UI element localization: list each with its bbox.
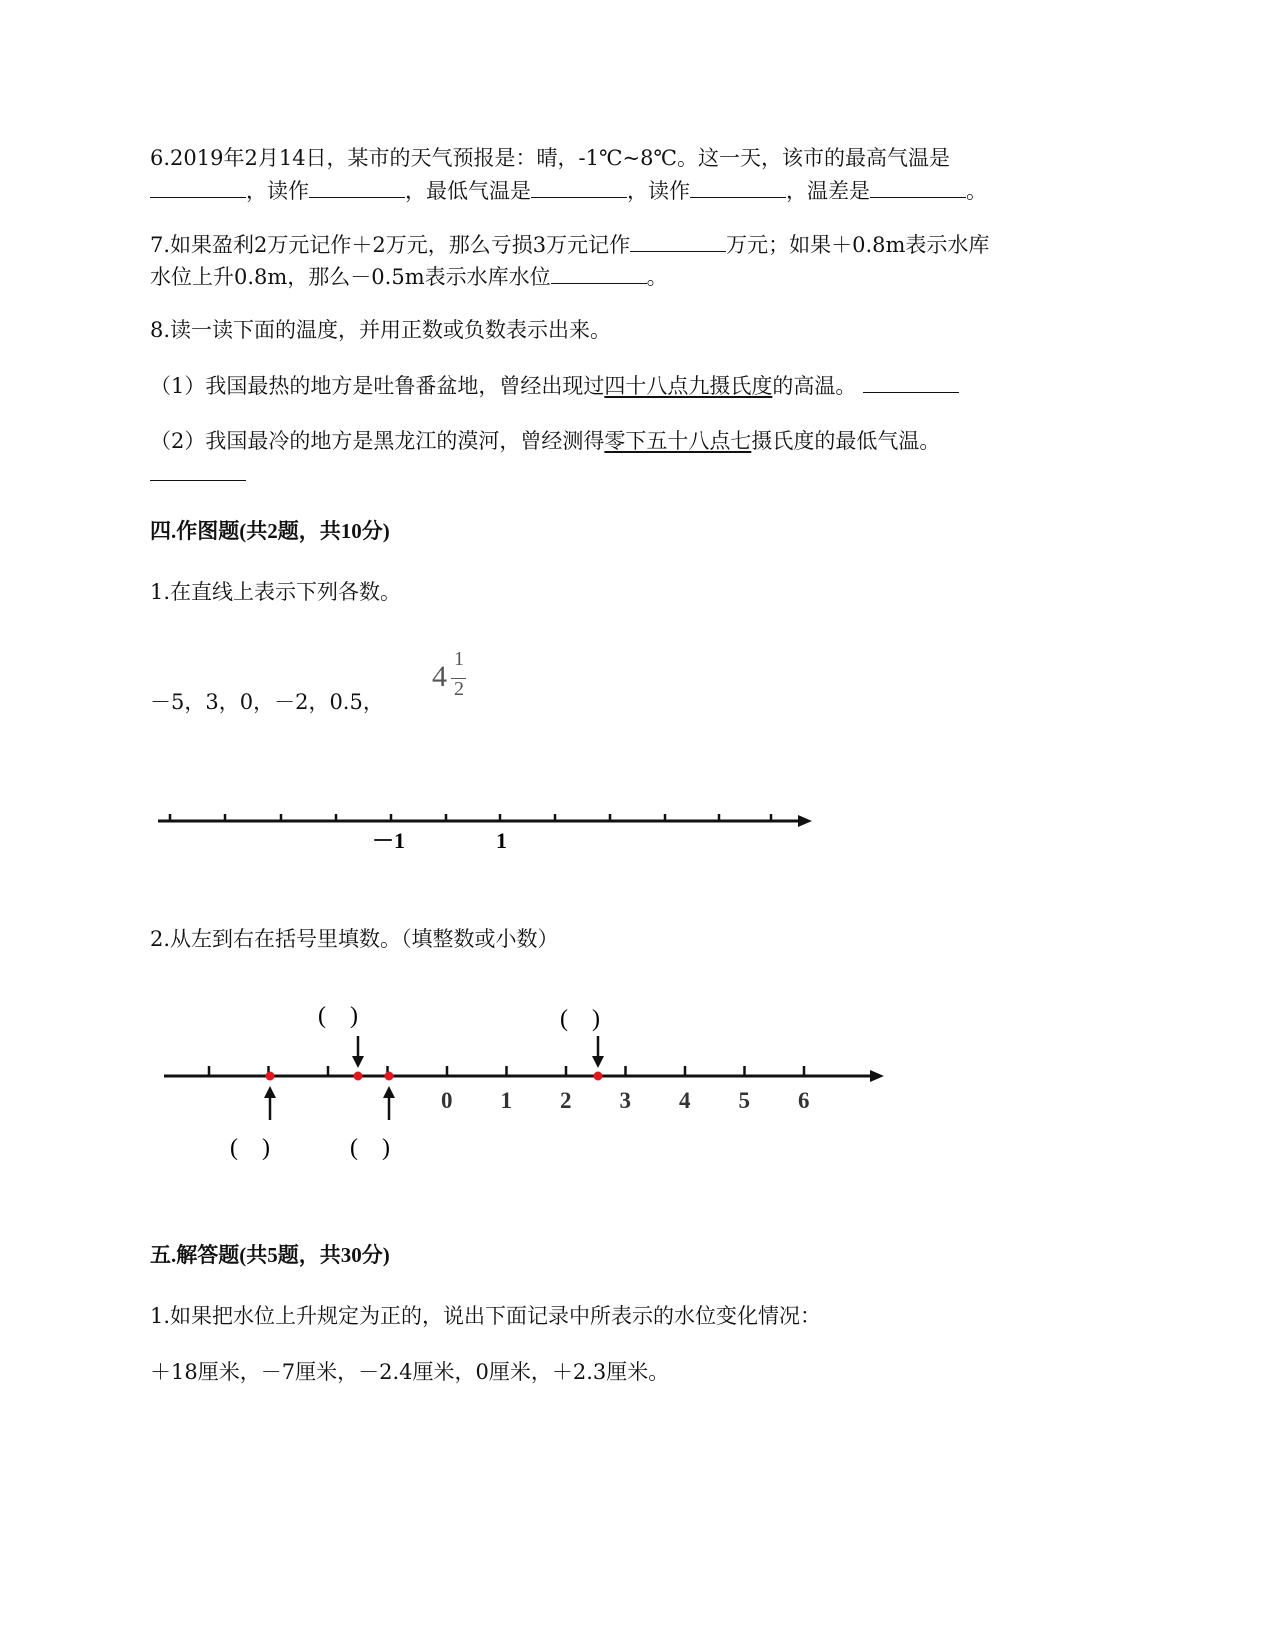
- axis-label: 5: [738, 1088, 750, 1113]
- q8-part1: （1）我国最热的地方是吐鲁番盆地，曾经出现过四十八点九摄氏度的高温。: [150, 370, 959, 401]
- arrow-down: [352, 1036, 364, 1068]
- marked-point: [354, 1072, 363, 1081]
- s4-q1-numbers: －5，3，0，－2，0.5，: [150, 690, 384, 714]
- answer-paren[interactable]: ( ): [350, 1135, 390, 1161]
- s5-q1-text: 1.如果把水位上升规定为正的，说出下面记录中所表示的水位变化情况：: [150, 1304, 822, 1328]
- axis-label: 2: [560, 1088, 572, 1113]
- q6-line2: ，读作 ，最低气温是 ，读作 ，温差是 。: [150, 175, 987, 206]
- s4-q1-text: 1.在直线上表示下列各数。: [150, 580, 402, 604]
- axis-label: 3: [619, 1088, 631, 1113]
- answer-paren[interactable]: ( ): [560, 1006, 600, 1032]
- s5-q1-records: ＋18厘米，－7厘米，－2.4厘米，0厘米，＋2.3厘米。: [150, 1360, 670, 1384]
- answer-paren[interactable]: ( ): [230, 1135, 270, 1161]
- axis-label: 1: [500, 1088, 512, 1113]
- mixed-number: 4 1 2: [432, 648, 464, 700]
- q6-line1: 6.2019年2月14日，某市的天气预报是：晴，-1℃~8℃。这一天，该市的最高气温是: [150, 146, 950, 170]
- q8-part2: （2）我国最冷的地方是黑龙江的漠河，曾经测得零下五十八点七摄氏度的最低气温。: [150, 429, 941, 453]
- arrow-up: [264, 1086, 276, 1120]
- q7-line1: 7.如果盈利2万元记作＋2万元，那么亏损3万元记作 万元；如果＋0.8m表示水库: [150, 229, 989, 260]
- axis-arrow: [870, 1070, 884, 1082]
- s4-q2-text: 2.从左到右在括号里填数。（填整数或小数）: [150, 927, 559, 951]
- axis-label: 0: [441, 1088, 453, 1113]
- axis-label: 6: [798, 1088, 810, 1113]
- arrow-up: [383, 1086, 395, 1120]
- arrow-down: [592, 1036, 604, 1068]
- marked-point: [266, 1072, 275, 1081]
- axis-label: 1: [496, 828, 507, 853]
- marked-point: [594, 1072, 603, 1081]
- answer-paren[interactable]: ( ): [318, 1003, 358, 1029]
- q8-title: 8.读一读下面的温度，并用正数或负数表示出来。: [150, 318, 612, 342]
- section-heading: 五.解答题(共5题，共30分): [150, 1243, 390, 1267]
- axis-label: 4: [679, 1088, 691, 1113]
- axis-label: －1: [372, 828, 406, 853]
- section-heading: 四.作图题(共2题，共10分): [150, 519, 390, 543]
- q7-line2: 水位上升0.8m，那么－0.5m表示水库水位 。: [150, 261, 668, 292]
- marked-point: [385, 1072, 394, 1081]
